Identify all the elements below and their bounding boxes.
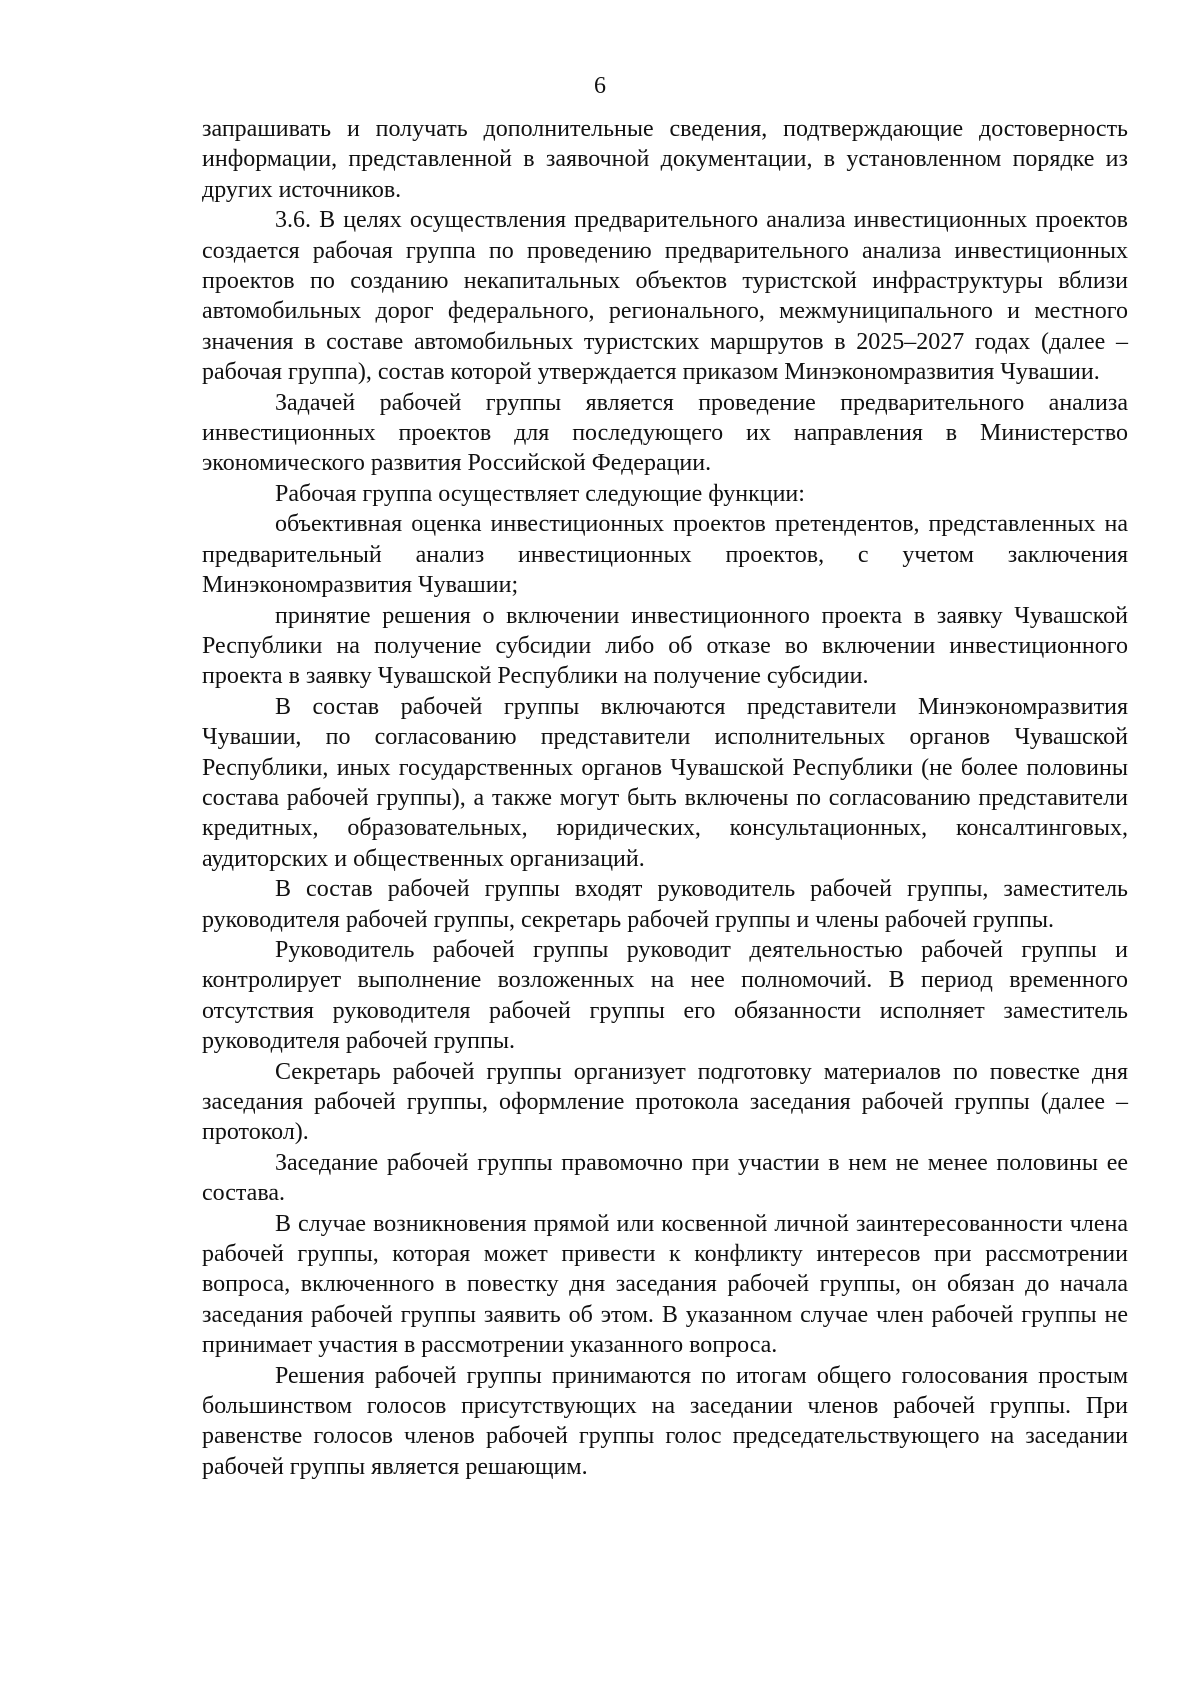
paragraph-group-secretary: Секретарь рабочей группы организует подготовку материалов по повестке дня заседания рабочей группы, оформление протокола заседания рабочей группы (далее – протокол). <box>202 1058 1128 1146</box>
paragraph-3-6-working-group: 3.6. В целях осуществления предварительного анализа инвестиционных проектов создается рабочая группа по проведению предварительного анализа инвестиционных проектов по созданию некапитальных объектов туристской инфраструктуры вблизи автомобильных дорог федерального, регионального, межмуниципального и местного значения в составе автомобильных туристских маршрутов в 2025–2027 годах (далее – рабочая группа), состав которой утверждается приказом Минэкономразвития Чувашии. <box>202 207 1128 386</box>
paragraph-functions-intro: Рабочая группа осуществляет следующие функции: <box>275 480 805 507</box>
paragraph-conflict-of-interest: В случае возникновения прямой или косвенной личной заинтересованности члена рабочей группы, которая может привести к конфликту интересов при рассмотрении вопроса, включенного в повестку дня заседания рабочей группы, он обязан до начала заседания рабочей группы заявить об этом. В указанном случае член рабочей группы не принимает участия в рассмотрении указанного вопроса. <box>202 1210 1128 1359</box>
paragraph-voting: Решения рабочей группы принимаются по итогам общего голосования простым большинством голосов присутствующих на заседании членов рабочей группы. При равенстве голосов членов рабочей группы голос председательствующего на заседании рабочей группы является решающим. <box>202 1362 1128 1480</box>
paragraph-group-members: В состав рабочей группы включаются представители Минэкономразвития Чувашии, по согласованию представители исполнительных органов Чувашской Республики, иных государственных органов Чувашской Республики (не более половины состава рабочей группы), а также могут быть включены по согласованию представители кредитных, образовательных, юридических, консультационных, консалтинговых, аудиторских и общественных организаций. <box>202 693 1128 872</box>
paragraph-group-task: Задачей рабочей группы является проведение предварительного анализа инвестиционных проектов для последующего их направления в Министерство экономического развития Российской Федерации. <box>202 389 1128 477</box>
paragraph-function-evaluation: объективная оценка инвестиционных проектов претендентов, представленных на предварительный анализ инвестиционных проектов, с учетом заключения Минэкономразвития Чувашии; <box>202 511 1128 599</box>
paragraph-continuation: запрашивать и получать дополнительные сведения, подтверждающие достоверность информации, представленной в заявочной документации, в установленном порядке из других источников. <box>202 116 1128 203</box>
paragraph-function-decision: принятие решения о включении инвестиционного проекта в заявку Чувашской Республики на получение субсидии либо об отказе во включении инвестиционного проекта в заявку Чувашской Республики на получение субсидии. <box>202 602 1128 690</box>
document-body <box>202 114 1128 1482</box>
paragraph-group-structure: В состав рабочей группы входят руководитель рабочей группы, заместитель руководителя рабочей группы, секретарь рабочей группы и члены рабочей группы. <box>202 876 1128 933</box>
page-number: 6 <box>594 73 606 99</box>
paragraph-group-leader: Руководитель рабочей группы руководит деятельностью рабочей группы и контролирует выполнение возложенных на нее полномочий. В период временного отсутствия руководителя рабочей группы его обязанности исполняет заместитель руководителя рабочей группы. <box>202 936 1128 1055</box>
paragraph-quorum: Заседание рабочей группы правомочно при участии в нем не менее половины ее состава. <box>202 1149 1128 1207</box>
